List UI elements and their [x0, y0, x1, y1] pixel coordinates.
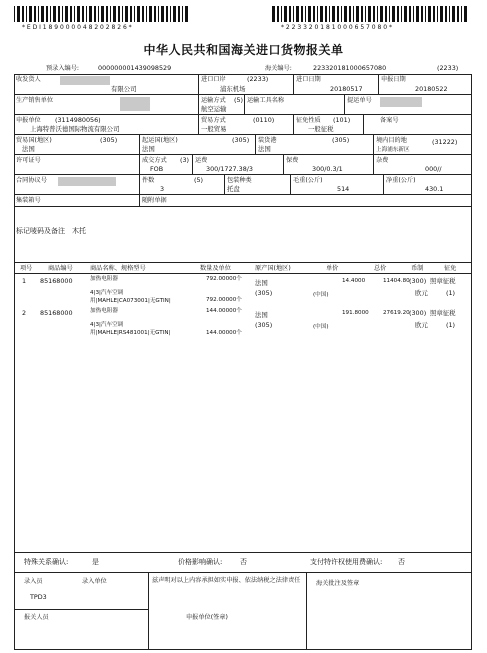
contract-label: 合同协议号	[16, 177, 47, 184]
goods-col-country: 原产国(地区)	[255, 265, 291, 272]
goods-spec1: 4|3|汽车空调	[90, 322, 124, 328]
goods-qty1: 792.00000个	[206, 276, 242, 282]
dest-code: (31222)	[432, 138, 458, 146]
goods-code: 85168000	[40, 309, 73, 317]
entry-port-value: 浦东机场	[220, 85, 246, 93]
package-value: 托盘	[227, 185, 240, 193]
goods-no: 2	[22, 309, 27, 317]
price-effect-value: 否	[240, 558, 247, 566]
record-no-label: 备案号	[380, 117, 399, 124]
consignee-value: 有限公司	[111, 85, 137, 93]
goods-col-qty: 数量及单位	[200, 265, 231, 272]
insurance-value: 300/0.3/1	[312, 165, 343, 173]
trade-country-code: (305)	[100, 136, 118, 144]
transport-label: 运输方式	[201, 97, 226, 104]
entry-port-label: 进口口岸	[201, 76, 226, 83]
special-relation-value: 是	[92, 558, 99, 566]
goods-spec2: 用|MAHLE|RS481001|无GTIN|	[90, 330, 171, 336]
misc-label: 杂费	[376, 157, 389, 164]
goods-col-total: 总价	[374, 265, 387, 272]
redacted-block	[60, 76, 110, 85]
trade-country-label: 贸易国(地区)	[16, 137, 52, 144]
net-value: 430.1	[425, 185, 444, 193]
loading-port-label: 装货港	[258, 137, 277, 144]
goods-total: 27619.20	[383, 310, 410, 316]
origin-country-label: 起运国(地区)	[142, 137, 178, 144]
entry-unit-label: 录入单位	[82, 578, 107, 585]
loading-port-code: (305)	[332, 136, 350, 144]
trade-mode-code: (0110)	[253, 116, 275, 124]
redacted-block	[380, 97, 422, 107]
entry-port-code: (2233)	[247, 75, 269, 83]
freight-label: 运费	[195, 157, 208, 164]
dest-label: 境内目的地	[376, 137, 407, 144]
freight-value: 300/1727.38/3	[206, 165, 253, 173]
goods-code: 85168000	[40, 277, 73, 285]
loading-port-value: 法国	[258, 145, 271, 153]
package-code: (5)	[194, 176, 204, 184]
dest-value: 上海浦东新区	[376, 147, 410, 153]
customs-no-suffix: (2233)	[437, 64, 459, 72]
tax-nature-label: 征免性质	[296, 117, 321, 124]
declarant-person-label: 报关人员	[24, 614, 49, 621]
goods-tax-code: (1)	[446, 289, 456, 297]
special-relation-label: 特殊关系确认:	[24, 558, 69, 566]
trade-mode-value: 一般贸易	[201, 125, 227, 133]
pre-entry-value: 000000001439098529	[98, 64, 172, 72]
bill-label: 提运单号	[347, 97, 372, 104]
price-effect-label: 价格影响确认:	[178, 558, 223, 566]
deal-mode-code: (3)	[180, 156, 190, 164]
misc-value: 000//	[425, 165, 442, 173]
pieces-value: 3	[160, 185, 165, 193]
goods-tax: 照章征税	[430, 277, 456, 285]
customs-no-label: 海关编号:	[265, 65, 292, 72]
barcode-left	[14, 6, 190, 22]
declarant-unit-label: 申报单位(签章)	[186, 614, 228, 621]
goods-country-code: (305)	[255, 289, 273, 297]
goods-currency-code: (300)	[409, 277, 427, 285]
goods-spec1: 4|3|汽车空调	[90, 290, 124, 296]
barcode-right	[272, 6, 468, 22]
goods-unit-price: 191.8000	[342, 310, 369, 316]
declare-date-label: 申报日期	[381, 76, 406, 83]
barcode-right-text: * 2 2 3 3 2 0 1 8 1 0 0 0 6 5 7 0 8 0 *	[281, 24, 392, 31]
marks-value: 木托	[72, 227, 86, 235]
pieces-label: 件数	[142, 177, 155, 184]
declarant-label: 申报单位	[16, 117, 41, 124]
goods-currency-code: (300)	[409, 309, 427, 317]
license-label: 许可证号	[16, 157, 41, 164]
goods-unit-price: 14.4000	[342, 278, 366, 284]
goods-country: 法国	[255, 279, 268, 287]
goods-country-paren: (中国)	[313, 324, 329, 330]
goods-country-paren: (中国)	[313, 292, 329, 298]
goods-col-name: 商品名称、规格型号	[90, 265, 146, 272]
goods-qty2: 144.00000个	[206, 330, 242, 336]
declare-date-value: 20180522	[415, 85, 448, 93]
package-label: 包装种类	[227, 177, 252, 184]
origin-country-value: 法国	[142, 145, 155, 153]
origin-country-code: (305)	[232, 136, 250, 144]
trade-country-value: 法国	[22, 145, 35, 153]
goods-name: 加热电阻器	[90, 276, 118, 282]
transport-value: 航空运输	[201, 105, 227, 113]
import-date-value: 20180517	[330, 85, 363, 93]
tax-nature-code: (101)	[333, 116, 351, 124]
goods-col-no: 项号	[20, 265, 33, 272]
royalty-label: 支付特许权使用费确认:	[310, 558, 383, 566]
customs-approval-label: 海关批注及签章	[316, 580, 360, 587]
goods-spec2: 用|MAHLE|CA073001|无GTIN|	[90, 298, 171, 304]
goods-tax-code: (1)	[446, 321, 456, 329]
gross-value: 514	[337, 185, 350, 193]
goods-tax: 照章征税	[430, 309, 456, 317]
deal-mode-label: 成交方式	[142, 157, 167, 164]
declarant-code: (3114980056)	[55, 116, 101, 124]
consignee-label: 收发货人	[16, 76, 41, 83]
goods-col-price: 单价	[326, 265, 339, 272]
net-label: 净重(公斤)	[386, 177, 416, 184]
tax-nature-value: 一般征税	[308, 125, 334, 133]
goods-currency: 欧元	[415, 321, 428, 329]
goods-name: 加热电阻器	[90, 308, 118, 314]
customs-no-value: 223320181000657080	[313, 64, 387, 72]
declaration-statement: 兹声明对以上内容承担如实申报、依法纳税之法律责任	[152, 577, 301, 584]
goods-country: 法国	[255, 311, 268, 319]
entry-clerk-label: 录入员	[24, 578, 43, 585]
goods-country-code: (305)	[255, 321, 273, 329]
goods-qty1: 144.00000个	[206, 308, 242, 314]
page-title: 中华人民共和国海关进口货物报关单	[143, 43, 344, 57]
transport-code: (5)	[234, 96, 244, 104]
goods-col-code: 商品编号	[48, 265, 73, 272]
goods-col-currency: 币制	[411, 265, 424, 272]
producer-label: 生产销售单位	[16, 97, 54, 104]
container-label: 集装箱号	[16, 197, 41, 204]
royalty-value: 否	[398, 558, 405, 566]
goods-qty2: 792.00000个	[206, 297, 242, 303]
goods-col-tax: 征免	[444, 265, 457, 272]
marks-label: 标记唛码及备注	[16, 227, 65, 235]
trade-mode-label: 贸易方式	[201, 117, 226, 124]
declarant-value: 上海特普沃德国际物流有限公司	[30, 125, 120, 133]
gross-label: 毛重(公斤)	[293, 177, 323, 184]
goods-total: 11404.80	[383, 278, 410, 284]
insurance-label: 保费	[286, 157, 299, 164]
goods-no: 1	[22, 277, 27, 285]
docs-label: 随附单据	[142, 197, 167, 204]
import-date-label: 进口日期	[296, 76, 321, 83]
barcode-left-text: * E D I 1 8 9 0 0 0 0 4 8 2 0 2 8 2 6 *	[22, 24, 132, 31]
redacted-block	[120, 97, 150, 111]
deal-mode-value: FOB	[150, 165, 164, 173]
entry-clerk-value: TPD3	[30, 593, 47, 601]
pre-entry-label: 预录入编号:	[46, 65, 80, 72]
vehicle-label: 运输工具名称	[247, 97, 285, 104]
redacted-block	[58, 177, 116, 186]
goods-currency: 欧元	[415, 289, 428, 297]
